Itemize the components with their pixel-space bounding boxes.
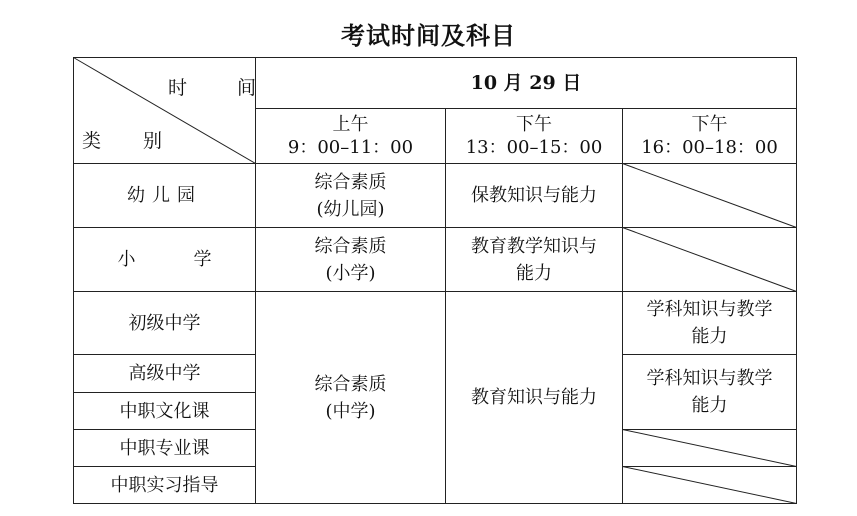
time-slot-1-time: 9：00–11：00 — [287, 137, 414, 158]
time-slot-3-period: 下午 — [691, 114, 728, 135]
category-kindergarten: 幼儿园 — [127, 185, 202, 206]
secondary-subject-2: 教育知识与能力 — [471, 387, 597, 408]
senior-subject-3-line2: 能力 — [691, 395, 728, 416]
kindergarten-subject-1 — [256, 164, 445, 227]
primary-subject-2-line2: 能力 — [516, 262, 552, 284]
junior-subject-3-line2: 能力 — [691, 326, 728, 347]
primary-subject-1 — [256, 228, 445, 291]
empty-cell-diagonal-voc-major — [623, 430, 797, 467]
time-slot-3-time: 16：00–18：00 — [641, 137, 778, 158]
secondary-subject-1-line2: (中学) — [325, 400, 376, 422]
senior-subject-3-line1: 学科知识与教学 — [646, 368, 773, 389]
empty-cell-diagonal-kindergarten — [623, 164, 797, 228]
category-primary — [74, 228, 255, 291]
category-junior-high: 初级中学 — [128, 312, 201, 334]
time-slot-3 — [623, 109, 796, 163]
primary-subject-2 — [446, 228, 622, 291]
category-senior-high: 高级中学 — [128, 363, 201, 384]
primary-subject-1-line1: 综合素质 — [314, 235, 387, 257]
secondary-subject-1-line1: 综合素质 — [314, 373, 387, 395]
senior-subject-3 — [623, 355, 796, 429]
header-category-label: 类 别 — [82, 130, 181, 152]
category-primary-b: 学 — [193, 249, 212, 270]
header-time-label: 时 间 — [168, 77, 279, 99]
time-slot-2-time: 13：00–15：00 — [465, 137, 603, 158]
exam-date: 10 月 29 日 — [470, 71, 582, 94]
page-title: 考试时间及科目 — [341, 21, 516, 50]
empty-cell-diagonal-voc-internship — [623, 467, 797, 504]
junior-subject-3 — [623, 292, 796, 354]
primary-subject-2-line1: 教育教学知识与 — [471, 235, 597, 257]
primary-subject-1-line2: (小学) — [325, 262, 376, 284]
time-slot-1 — [256, 109, 445, 163]
kindergarten-subject-1-line1: 综合素质 — [314, 171, 387, 193]
junior-subject-3-line1: 学科知识与教学 — [646, 299, 773, 320]
time-slot-2 — [446, 109, 622, 163]
secondary-subject-1 — [256, 292, 445, 503]
kindergarten-subject-1-line2: (幼儿园) — [316, 198, 385, 220]
time-slot-1-period: 上午 — [332, 114, 369, 135]
category-vocational-culture: 中职文化课 — [119, 400, 210, 422]
empty-cell-diagonal-primary — [623, 228, 797, 292]
category-vocational-major: 中职专业课 — [119, 437, 210, 459]
kindergarten-subject-2: 保教知识与能力 — [471, 185, 597, 206]
category-vocational-internship: 中职实习指导 — [110, 474, 219, 496]
time-slot-2-period: 下午 — [516, 114, 552, 135]
category-primary-a: 小 — [117, 249, 136, 270]
